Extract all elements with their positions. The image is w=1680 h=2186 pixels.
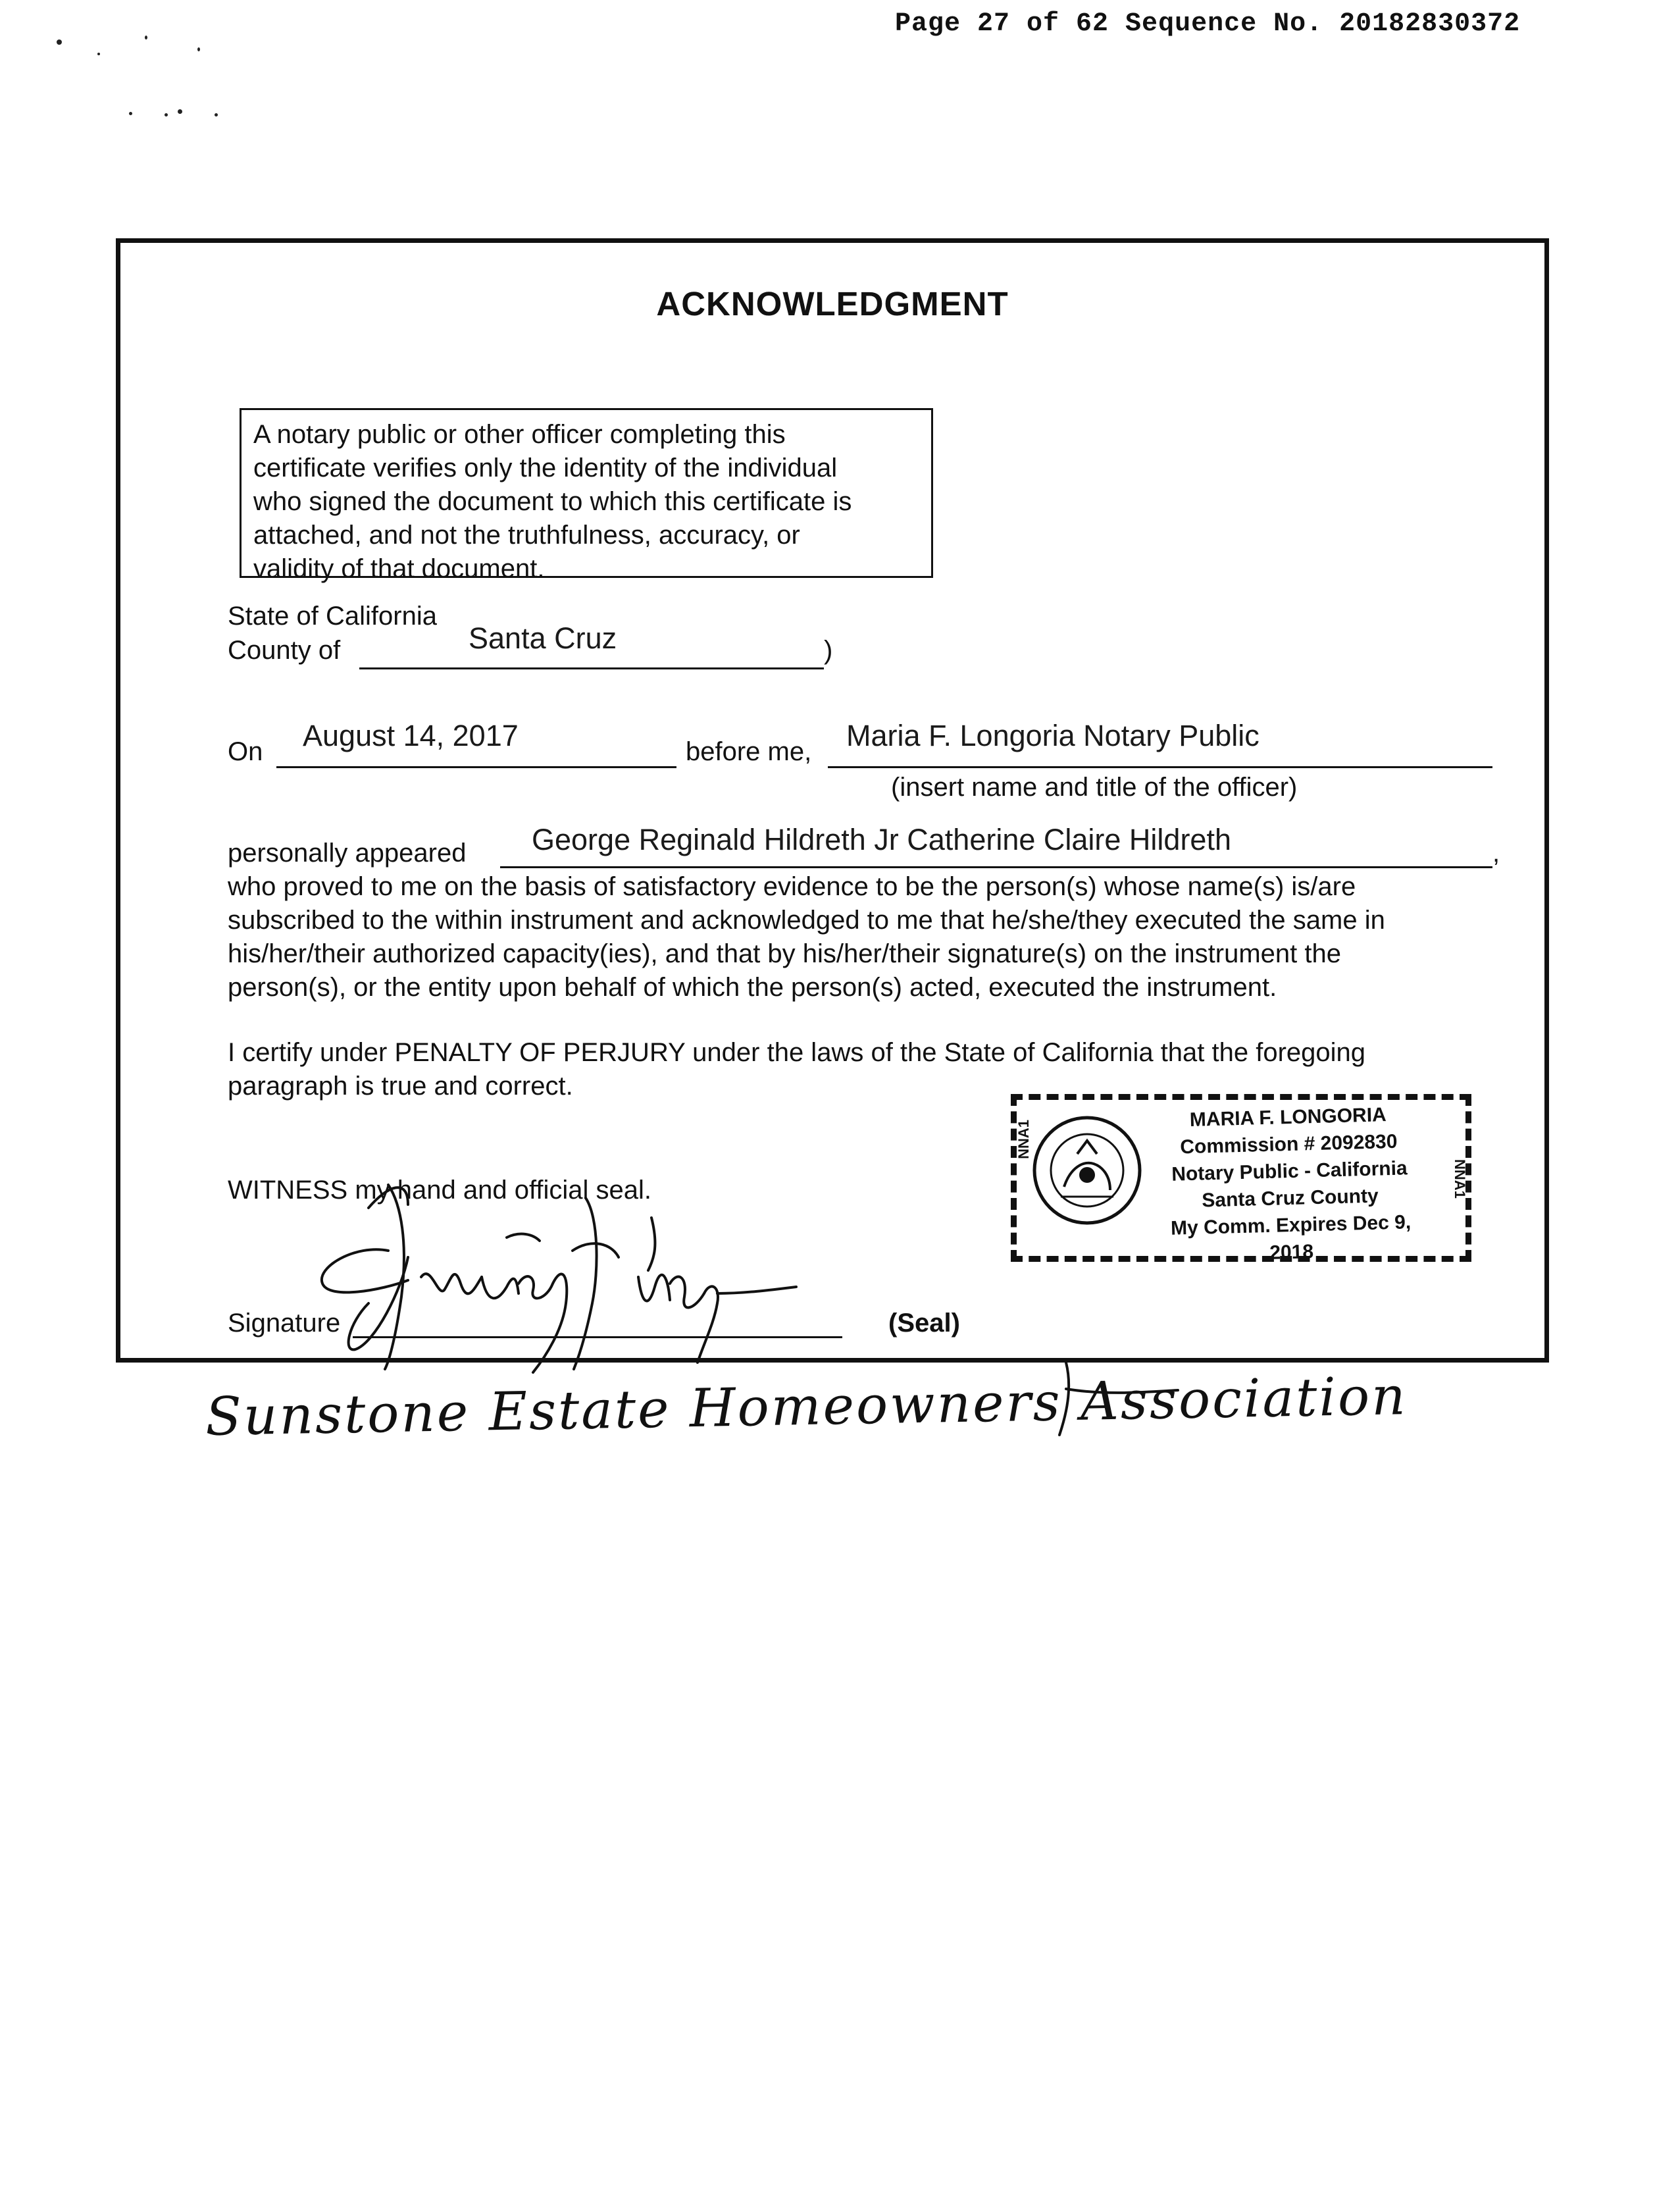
seal-side-text-right: NNA1 [1452,1159,1468,1199]
form-title: ACKNOWLEDGMENT [656,285,1009,323]
body-line: person(s), or the entity upon behalf of which the person(s) acted, executed the instrument. [228,973,1277,1002]
scan-speck [129,112,132,115]
appeared-label: personally appeared [228,839,467,868]
county-underline [359,667,824,669]
seal-side-text-left: NNA1 [1015,1120,1032,1159]
scan-speck [145,36,147,39]
signature-label: Signature [228,1309,341,1338]
appeared-value: George Reginald Hildreth Jr Catherine Claire Hildreth [532,823,1231,856]
notary-seal [1011,1094,1471,1262]
state-label: State of California [228,602,437,631]
body-line: his/her/their authorized capacity(ies), and that by his/her/their signature(s) on the instrument the [228,939,1341,968]
before-me-label: before me, [686,737,812,766]
county-label: County of [228,636,341,665]
seal-line: Santa Cruz County [1201,1185,1379,1212]
scan-speck [178,109,182,114]
on-label: On [228,737,263,766]
notary-signature [309,1145,823,1382]
scan-speck [215,113,218,117]
scan-speck [165,113,168,117]
notice-box [240,408,933,583]
notice-line: A notary public or other officer completing this [253,420,786,449]
officer-value: Maria F. Longoria Notary Public [846,719,1260,752]
body-line: subscribed to the within instrument and acknowledged to me that he/she/they executed the same in [228,906,1385,935]
handwritten-association-name: Sunstone Estate Homeowners Association [205,1365,1408,1447]
officer-underline [828,766,1492,768]
notice-line: attached, and not the truthfulness, accuracy, or [253,521,800,550]
state-seal-icon [1031,1114,1143,1226]
page-header: Page 27 of 62 Sequence No. 20182830372 [895,9,1521,39]
date-value: August 14, 2017 [303,719,519,752]
appeared-comma: , [1492,839,1500,868]
seal-label: (Seal) [888,1309,960,1338]
scan-speck [97,53,100,55]
county-value: Santa Cruz [469,621,617,655]
notice-line: who signed the document to which this certificate is [253,487,852,516]
seal-text [1146,1100,1433,1269]
handwriting-flourish [1053,1349,1184,1442]
notice-line: validity of that document. [253,554,545,583]
appeared-underline [500,866,1492,868]
certify-line: paragraph is true and correct. [228,1072,573,1101]
seal-line: My Comm. Expires Dec 9, 2018 [1170,1211,1412,1264]
witness-text: WITNESS my hand and official seal. [228,1176,651,1205]
seal-line: Commission # 2092830 [1179,1130,1398,1158]
officer-hint: (insert name and title of the officer) [891,773,1298,802]
scan-speck [197,47,200,51]
scan-speck [57,39,62,45]
seal-line: MARIA F. LONGORIA [1189,1104,1387,1131]
county-close-paren: ) [824,636,833,665]
date-underline [276,766,676,768]
certify-paragraph [228,1036,1365,1103]
notice-line: certificate verifies only the identity of the individual [253,454,838,482]
body-paragraph [228,870,1385,1004]
seal-line: Notary Public - California [1171,1157,1408,1185]
certify-line: I certify under PENALTY OF PERJURY under the laws of the State of California that the foregoing [228,1038,1366,1067]
body-line: who proved to me on the basis of satisfactory evidence to be the person(s) whose name(s) is/are [228,872,1356,901]
